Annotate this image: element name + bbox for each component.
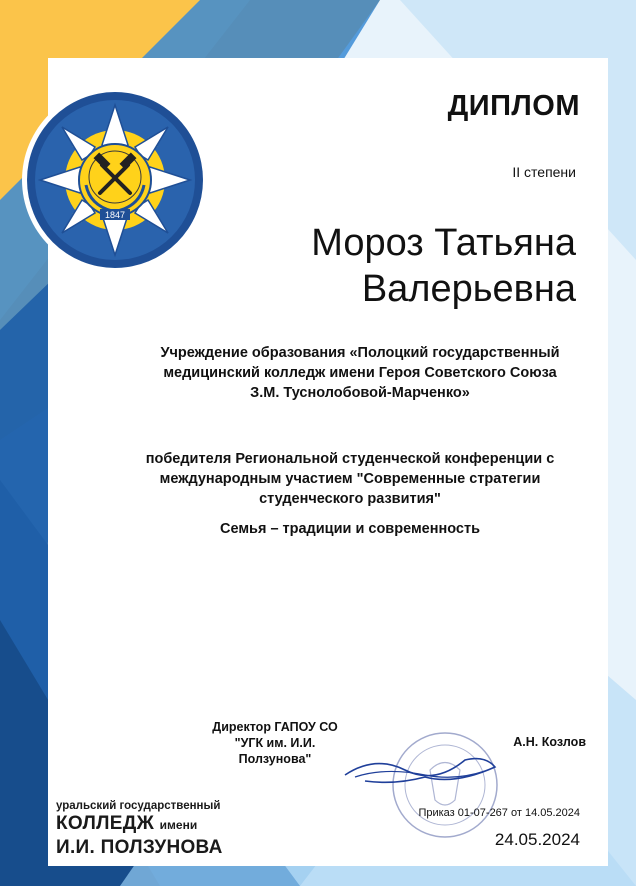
document-title: ДИПЛОМ (447, 90, 580, 122)
college-word: КОЛЛЕДЖ (56, 813, 155, 834)
topic-title: Семья – традиции и современность (219, 521, 481, 537)
award-degree: II степени (512, 164, 576, 180)
award-description (120, 449, 580, 509)
institution-line2: медицинский колледж имени Героя Советского Союза (163, 365, 557, 381)
institution-line3: З.М. Туснолобовой-Марченко» (250, 385, 470, 401)
order-number: Приказ 01-07-267 от 14.05.2024 (418, 807, 580, 819)
college-name-line2 (56, 813, 197, 835)
director-line3: Ползунова" (238, 752, 312, 766)
recipient-name (180, 220, 576, 312)
emblem-year: 1847 (104, 210, 126, 220)
institution-name (130, 343, 590, 403)
issue-date: 24.05.2024 (494, 830, 580, 849)
award-line1: победителя Региональной студенческой конференции с (145, 451, 555, 467)
director-line1: Директор ГАПОУ СО (212, 720, 338, 734)
college-name-line1: уральский государственный (56, 800, 221, 812)
institution-line1: Учреждение образования «Полоцкий государственный (160, 345, 560, 361)
college-imeni: имени (159, 818, 198, 832)
director-title (200, 719, 350, 767)
recipient-name-line2: Валерьевна (361, 268, 576, 310)
signer-name: А.Н. Козлов (513, 735, 586, 749)
award-line2: международным участием "Современные стратегии (159, 471, 541, 487)
recipient-name-line1: Мороз Татьяна (311, 222, 576, 264)
award-line3: студенческого развития" (259, 491, 441, 507)
college-name-line3: И.И. ПОЛЗУНОВА (56, 837, 223, 858)
director-line2: "УГК им. И.И. (234, 736, 316, 750)
